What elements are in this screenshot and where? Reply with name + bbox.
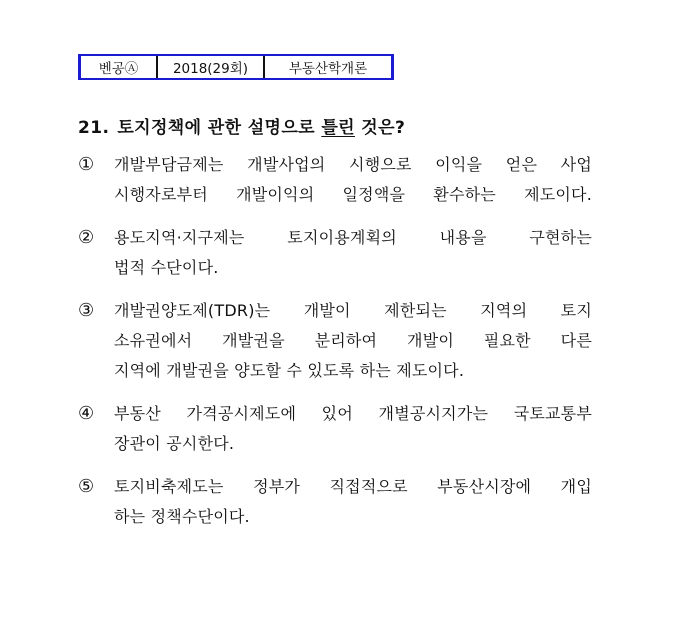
option-4[interactable] [78,399,592,459]
question-stem [78,113,405,138]
option-text-line: 용도지역·지구제는 토지이용계획의 내용을 구현하는 [114,228,592,247]
option-text-line: 개발부담금제는 개발사업의 시행으로 이익을 얻은 사업 [114,155,592,174]
option-3[interactable] [78,296,592,386]
question-text-end: 것은? [354,118,406,138]
option-text-line: 개발권양도제(TDR)는 개발이 제한되는 지역의 토지 [114,301,592,320]
option-text-line: 장관이 공시한다. [114,434,235,453]
option-5[interactable] [78,472,592,532]
option-text-line: 법적 수단이다. [114,258,219,277]
option-text-line: 토지비축제도는 정부가 직접적으로 부동산시장에 개입 [114,477,592,496]
question-text: 토지정책에 관한 설명으로 [117,118,322,138]
option-text-line: 시행자로부터 개발이익의 일정액을 환수하는 제도이다. [114,185,592,204]
exam-year: 2018(29회) [156,56,263,78]
option-marker: ② [78,227,95,248]
subject-code: 벤공Ⓐ [98,61,139,77]
option-marker: ① [78,154,95,175]
option-text-line: 소유권에서 개발권을 분리하여 개발이 필요한 다른 [114,331,592,350]
question-number: 21. [78,118,110,138]
option-1[interactable] [78,150,592,210]
option-text-line: 하는 정책수단이다. [114,507,250,526]
exam-header-tag [78,54,394,80]
option-marker: ⑤ [78,476,95,497]
option-2[interactable] [78,223,592,283]
option-text-line: 지역에 개발권을 양도할 수 있도록 하는 제도이다. [114,361,465,380]
option-marker: ③ [78,300,95,321]
answer-options [78,150,592,545]
option-marker: ④ [78,403,95,424]
option-text-line: 부동산 가격공시제도에 있어 개별공시지가는 국토교통부 [114,404,592,423]
question-emphasis: 틀린 [321,118,355,138]
subject-name: 부동산학개론 [263,56,391,78]
